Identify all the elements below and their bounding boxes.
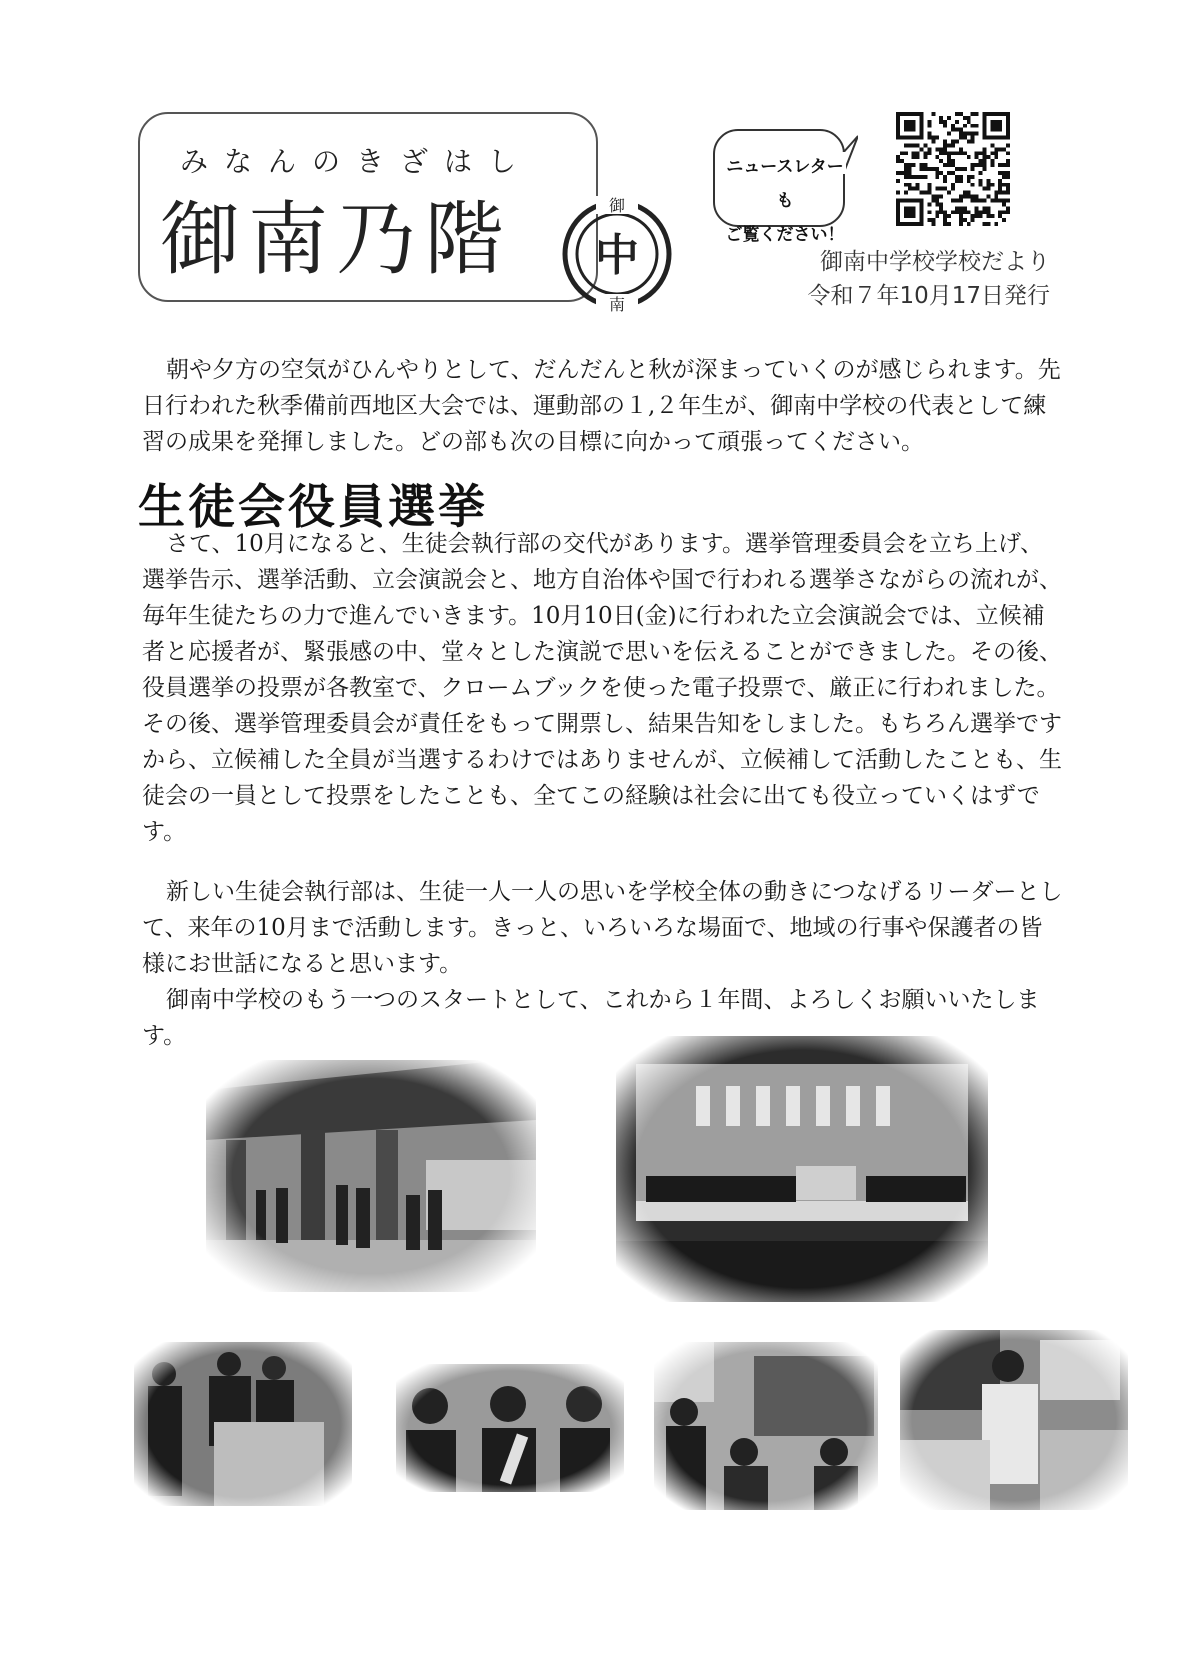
publisher-name: 御南中学校学校だより [820, 249, 1050, 275]
speech-podium-photo [134, 1342, 352, 1506]
emblem-center-char: 中 [595, 230, 639, 281]
section-heading: 生徒会役員選挙 [138, 480, 488, 535]
issue-date: 令和７年10月17日発行 [807, 283, 1050, 309]
title-ruby: みなんのきざはし [180, 145, 533, 178]
candidates-sash-photo [396, 1364, 624, 1492]
school-emblem-icon [556, 186, 678, 316]
body-paragraph-3: 御南中学校のもう一つのスタートとして、これから１年間、よろしくお願いいたします。 [142, 987, 1040, 1049]
emblem-top-char: 御 [608, 196, 626, 215]
body-paragraph-2: 新しい生徒会執行部は、生徒一人一人の思いを学校全体の動きにつなげるリーダーとして、来年の10月まで活動します。きっと、いろいろな場面で、地域の行事や保護者の皆様にお世話になると思います。 [142, 879, 1063, 977]
callout-line-1: ニュースレターも [726, 157, 844, 211]
speech-assembly-stage-photo [616, 1036, 988, 1302]
classroom-voting-photo [654, 1342, 878, 1510]
qr-code-icon[interactable] [896, 112, 1010, 226]
newsletter-callout [718, 150, 852, 252]
intro-paragraph: 朝や夕方の空気がひんやりとして、だんだんと秋が深まっていくのが感じられます。先日行われた秋季備前西地区大会では、運動部の１,２年生が、御南中学校の代表として練習の成果を発揮しました。どの部も次の目標に向かって頑張ってください。 [142, 357, 1061, 455]
emblem-bottom-char: 南 [608, 295, 626, 314]
campaign-entrance-photo [206, 1060, 536, 1292]
vote-counting-photo [900, 1330, 1128, 1510]
body-paragraph-1: さて、10月になると、生徒会執行部の交代があります。選挙管理委員会を立ち上げ、選挙告示、選挙活動、立会演説会と、地方自治体や国で行われる選挙さながらの流れが、毎年生徒たちの力で進んでいきます。10月10日(金)に行われた立会演説会では、立候補者と応援者が、緊張感の中、堂々とした演説で思いを伝えることができました。その後、役員選挙の投票が各教室で、クロームブックを使った電子投票で、厳正に行われました。その後、選挙管理委員会が責任をもって開票し、結果告知をしました。もちろん選挙ですから、立候補した全員が当選するわけではありませんが、立候補して活動したことも、生徒会の一員として投票をしたことも、全てこの経験は社会に出ても役立っていくはずです。 [142, 531, 1062, 845]
newsletter-title: 御南乃階 [160, 193, 512, 286]
callout-line-2: ご覧ください！ [725, 225, 845, 245]
